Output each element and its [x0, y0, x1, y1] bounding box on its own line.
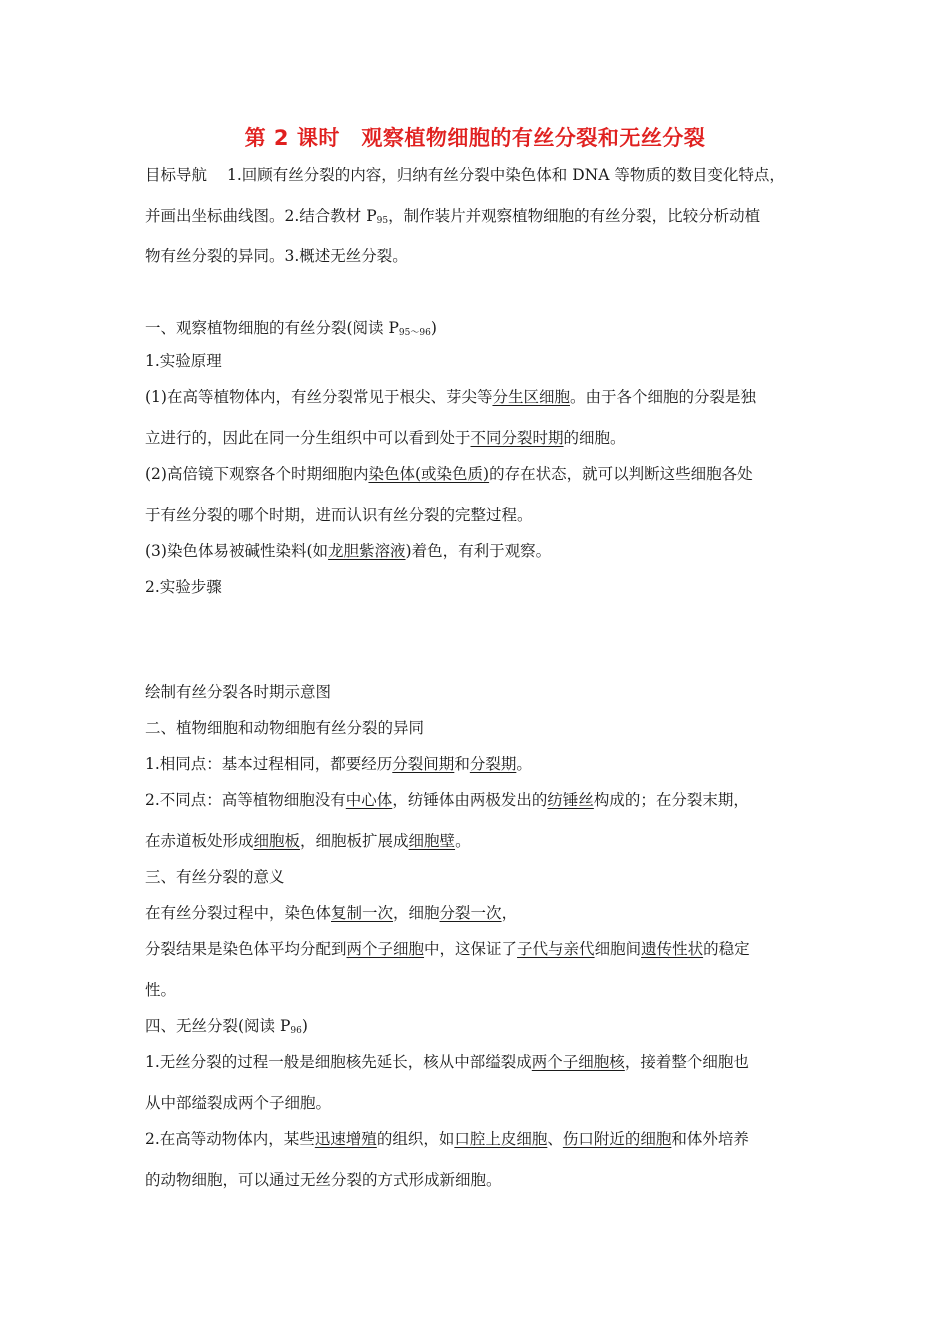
answer-blank: 伤口附近的细胞 [562, 1130, 672, 1148]
significance-line-2: 分裂结果是染色体平均分配到两个子细胞中，这保证了子代与亲代细胞间遗传性状的稳定 [145, 940, 750, 958]
principle-2-line-2: 于有丝分裂的哪个时期，进而认识有丝分裂的完整过程。 [145, 506, 533, 524]
answer-blank: 分裂期 [469, 755, 517, 773]
steps-title: 2.实验步骤 [145, 578, 222, 596]
answer-blank: 迅速增殖 [314, 1130, 377, 1148]
answer-blank: 子代与亲代 [517, 940, 595, 958]
significance-line-1: 在有丝分裂过程中，染色体复制一次，细胞分裂一次， [145, 904, 518, 922]
same-points: 1.相同点：基本过程相同，都要经历分裂间期和分裂期。 [145, 755, 532, 773]
answer-blank: 细胞板 [253, 832, 301, 850]
amitosis-2-line-2: 的动物细胞，可以通过无丝分裂的方式形成新细胞。 [145, 1171, 502, 1189]
answer-blank: 龙胆紫溶液 [328, 542, 406, 560]
principle-title: 1.实验原理 [145, 352, 222, 370]
section-3-heading: 三、有丝分裂的意义 [145, 868, 285, 886]
goal-line-2: 并画出坐标曲线图。2.结合教材 $P_{95}$，制作装片并观察植物细胞的有丝分裂，比较分析动植 [145, 207, 761, 226]
answer-blank: 遗传性状 [641, 940, 704, 958]
amitosis-1-line-2: 从中部缢裂成两个子细胞。 [145, 1094, 332, 1112]
principle-3: (3)染色体易被碱性染料(如龙胆紫溶液)着色，有利于观察。 [145, 542, 552, 560]
answer-blank: 中心体 [345, 791, 393, 809]
answer-blank: 分裂一次 [439, 904, 502, 922]
answer-blank: 两个子细胞核 [531, 1053, 625, 1071]
diff-points-line-1: 2.不同点：高等植物细胞没有中心体，纺锤体由两极发出的纺锤丝构成的；在分裂末期， [145, 791, 749, 809]
answer-blank: 细胞壁 [408, 832, 456, 850]
answer-blank: 复制一次 [331, 904, 394, 922]
amitosis-2-line-1: 2.在高等动物体内，某些迅速增殖的组织，如口腔上皮细胞、伤口附近的细胞和体外培养 [145, 1130, 749, 1148]
goal-line-3: 物有丝分裂的异同。3.概述无丝分裂。 [145, 247, 408, 265]
section-4-heading: 四、无丝分裂(阅读 $P_{96}$) [145, 1017, 308, 1036]
answer-blank: 染色体(或染色质) [368, 465, 490, 483]
principle-2-line-1: (2)高倍镜下观察各个时期细胞内染色体(或染色质)的存在状态，就可以判断这些细胞各处 [145, 465, 753, 483]
diff-points-line-2: 在赤道板处形成细胞板，细胞板扩展成细胞壁。 [145, 832, 471, 850]
principle-1-line-1: (1)在高等植物体内，有丝分裂常见于根尖、芽尖等分生区细胞。由于各个细胞的分裂是独 [145, 388, 756, 406]
goal-line-1: 目标导航 1.回顾有丝分裂的内容，归纳有丝分裂中染色体和 DNA 等物质的数目变化特点， [145, 166, 785, 184]
answer-blank: 纺锤丝 [547, 791, 594, 809]
significance-line-3: 性。 [145, 981, 177, 999]
answer-blank: 分生区细胞 [492, 388, 570, 406]
amitosis-1-line-1: 1.无丝分裂的过程一般是细胞核先延长，核从中部缢裂成两个子细胞核，接着整个细胞也 [145, 1053, 749, 1071]
answer-blank: 口腔上皮细胞 [454, 1130, 548, 1148]
answer-blank: 分裂间期 [392, 755, 455, 773]
page-title: 第 2 课时 观察植物细胞的有丝分裂和无丝分裂 [244, 126, 706, 150]
answer-blank: 不同分裂时期 [470, 429, 564, 447]
answer-blank: 两个子细胞 [346, 940, 425, 958]
draw-title: 绘制有丝分裂各时期示意图 [145, 683, 332, 701]
section-2-heading: 二、植物细胞和动物细胞有丝分裂的异同 [145, 719, 425, 737]
goal-label: 目标导航 [145, 166, 208, 184]
principle-1-line-2: 立进行的，因此在同一分生组织中可以看到处于不同分裂时期的细胞。 [145, 429, 626, 447]
section-1-heading: 一、观察植物细胞的有丝分裂(阅读 $P_{95\sim 96}$) [145, 319, 437, 338]
